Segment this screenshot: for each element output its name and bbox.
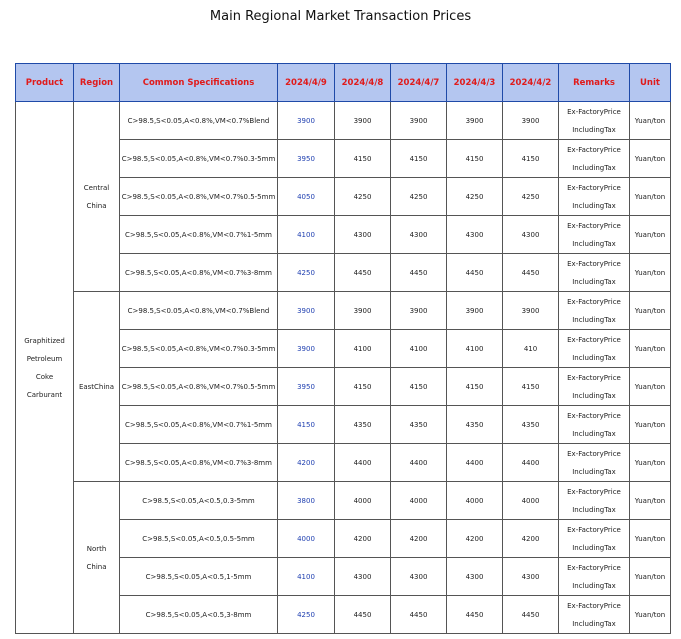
price-cell: 4000 [278, 520, 335, 558]
product-line: Carburant [26, 390, 63, 399]
product-line: Coke [35, 372, 54, 381]
remarks-cell [559, 292, 630, 330]
remarks-line: Ex-FactoryPrice [567, 221, 621, 230]
unit-cell: Yuan/ton [630, 102, 671, 140]
remarks-line: Ex-FactoryPrice [567, 335, 621, 344]
remarks-line: Ex-FactoryPrice [567, 601, 621, 610]
spec-cell: C>98.5,S<0.05,A<0.8%,VM<0.7%3-8mm [120, 254, 278, 292]
remarks-line: Ex-FactoryPrice [567, 525, 621, 534]
table-row [16, 102, 671, 140]
header-specifications: Common Specifications [120, 64, 278, 102]
remarks-line: IncludingTax [572, 315, 616, 324]
price-cell: 3900 [503, 292, 559, 330]
remarks-cell [559, 102, 630, 140]
price-cell: 4150 [391, 140, 447, 178]
price-cell: 4350 [335, 406, 391, 444]
unit-cell: Yuan/ton [630, 368, 671, 406]
price-cell: 3900 [278, 292, 335, 330]
header-region: Region [74, 64, 120, 102]
unit-cell: Yuan/ton [630, 292, 671, 330]
remarks-line: Ex-FactoryPrice [567, 297, 621, 306]
remarks-line: IncludingTax [572, 239, 616, 248]
price-cell: 4100 [278, 558, 335, 596]
remarks-line: IncludingTax [572, 619, 616, 628]
header-product: Product [16, 64, 74, 102]
spec-cell: C>98.5,S<0.05,A<0.5,3-8mm [120, 596, 278, 634]
remarks-line: Ex-FactoryPrice [567, 373, 621, 382]
remarks-line: IncludingTax [572, 467, 616, 476]
remarks-line: Ex-FactoryPrice [567, 449, 621, 458]
price-cell: 4150 [447, 368, 503, 406]
price-cell: 4400 [447, 444, 503, 482]
unit-cell: Yuan/ton [630, 520, 671, 558]
remarks-cell [559, 178, 630, 216]
region-cell [74, 482, 120, 634]
spec-cell: C>98.5,S<0.05,A<0.5,0.3-5mm [120, 482, 278, 520]
unit-cell: Yuan/ton [630, 558, 671, 596]
header-date-5: 2024/4/2 [503, 64, 559, 102]
header-remarks: Remarks [559, 64, 630, 102]
table-row [16, 292, 671, 330]
spec-cell: C>98.5,S<0.05,A<0.5,0.5-5mm [120, 520, 278, 558]
region-line: North [86, 544, 107, 553]
remarks-line: IncludingTax [572, 505, 616, 514]
remarks-cell [559, 254, 630, 292]
region-line: China [86, 201, 107, 210]
header-date-1: 2024/4/9 [278, 64, 335, 102]
remarks-cell [559, 444, 630, 482]
price-cell: 4350 [391, 406, 447, 444]
price-cell: 4300 [335, 216, 391, 254]
unit-cell: Yuan/ton [630, 140, 671, 178]
header-date-3: 2024/4/7 [391, 64, 447, 102]
price-cell: 4250 [335, 178, 391, 216]
price-cell: 4450 [391, 254, 447, 292]
remarks-line: IncludingTax [572, 543, 616, 552]
price-cell: 4150 [503, 140, 559, 178]
price-cell: 3900 [335, 292, 391, 330]
price-cell: 4250 [447, 178, 503, 216]
price-cell: 4100 [447, 330, 503, 368]
spec-cell: C>98.5,S<0.05,A<0.8%,VM<0.7%Blend [120, 102, 278, 140]
table-row [16, 482, 671, 520]
price-cell: 3900 [278, 330, 335, 368]
unit-cell: Yuan/ton [630, 406, 671, 444]
price-cell: 4100 [278, 216, 335, 254]
price-cell: 3900 [278, 102, 335, 140]
unit-cell: Yuan/ton [630, 330, 671, 368]
price-cell: 4450 [391, 596, 447, 634]
price-cell: 4150 [335, 368, 391, 406]
price-cell: 4350 [503, 406, 559, 444]
remarks-cell [559, 368, 630, 406]
header-date-2: 2024/4/8 [335, 64, 391, 102]
remarks-line: Ex-FactoryPrice [567, 487, 621, 496]
remarks-line: IncludingTax [572, 429, 616, 438]
price-cell: 4300 [335, 558, 391, 596]
price-cell: 4450 [503, 596, 559, 634]
region-cell [74, 102, 120, 292]
spec-cell: C>98.5,S<0.05,A<0.8%,VM<0.7%0.3-5mm [120, 330, 278, 368]
unit-cell: Yuan/ton [630, 254, 671, 292]
header-row [16, 64, 671, 102]
spec-cell: C>98.5,S<0.05,A<0.8%,VM<0.7%0.5-5mm [120, 368, 278, 406]
price-cell: 4200 [391, 520, 447, 558]
remarks-line: IncludingTax [572, 391, 616, 400]
unit-cell: Yuan/ton [630, 596, 671, 634]
price-cell: 4300 [503, 216, 559, 254]
remarks-line: Ex-FactoryPrice [567, 563, 621, 572]
price-cell: 4300 [391, 216, 447, 254]
price-cell: 3900 [391, 292, 447, 330]
price-cell: 4000 [335, 482, 391, 520]
price-cell: 4450 [503, 254, 559, 292]
remarks-line: IncludingTax [572, 201, 616, 210]
remarks-line: IncludingTax [572, 581, 616, 590]
price-cell: 4250 [503, 178, 559, 216]
remarks-line: Ex-FactoryPrice [567, 145, 621, 154]
price-cell: 4200 [278, 444, 335, 482]
remarks-line: Ex-FactoryPrice [567, 183, 621, 192]
price-cell: 4250 [278, 596, 335, 634]
price-cell: 4450 [447, 596, 503, 634]
region-line: Central [83, 183, 110, 192]
price-cell: 4150 [391, 368, 447, 406]
spec-cell: C>98.5,S<0.05,A<0.8%,VM<0.7%0.3-5mm [120, 140, 278, 178]
price-cell: 4400 [391, 444, 447, 482]
header-unit: Unit [630, 64, 671, 102]
price-cell: 4300 [447, 558, 503, 596]
price-cell: 4450 [335, 596, 391, 634]
price-cell: 4000 [503, 482, 559, 520]
unit-cell: Yuan/ton [630, 216, 671, 254]
price-cell: 4200 [447, 520, 503, 558]
price-cell: 4050 [278, 178, 335, 216]
remarks-cell [559, 330, 630, 368]
remarks-cell [559, 406, 630, 444]
price-cell: 4400 [335, 444, 391, 482]
price-cell: 3950 [278, 368, 335, 406]
remarks-line: IncludingTax [572, 353, 616, 362]
remarks-line: IncludingTax [572, 125, 616, 134]
price-cell: 4200 [335, 520, 391, 558]
remarks-cell [559, 520, 630, 558]
remarks-line: Ex-FactoryPrice [567, 259, 621, 268]
price-cell: 3900 [447, 102, 503, 140]
remarks-cell [559, 482, 630, 520]
remarks-line: IncludingTax [572, 277, 616, 286]
spec-cell: C>98.5,S<0.05,A<0.8%,VM<0.7%1-5mm [120, 216, 278, 254]
price-cell: 4000 [391, 482, 447, 520]
remarks-cell [559, 558, 630, 596]
price-cell: 410 [503, 330, 559, 368]
price-cell: 4150 [335, 140, 391, 178]
price-table [15, 63, 671, 634]
price-cell: 3900 [503, 102, 559, 140]
spec-cell: C>98.5,S<0.05,A<0.8%,VM<0.7%Blend [120, 292, 278, 330]
price-cell: 4200 [503, 520, 559, 558]
price-cell: 4300 [391, 558, 447, 596]
price-cell: 4350 [447, 406, 503, 444]
price-cell: 3900 [335, 102, 391, 140]
price-cell: 3800 [278, 482, 335, 520]
product-line: Graphitized [24, 336, 65, 345]
price-cell: 4250 [391, 178, 447, 216]
spec-cell: C>98.5,S<0.05,A<0.8%,VM<0.7%0.5-5mm [120, 178, 278, 216]
price-cell: 4150 [503, 368, 559, 406]
price-cell: 4000 [447, 482, 503, 520]
price-cell: 4300 [503, 558, 559, 596]
price-cell: 4450 [447, 254, 503, 292]
spec-cell: C>98.5,S<0.05,A<0.8%,VM<0.7%3-8mm [120, 444, 278, 482]
unit-cell: Yuan/ton [630, 482, 671, 520]
price-cell: 3900 [391, 102, 447, 140]
region-line: EastChina [78, 382, 115, 391]
price-cell: 3900 [447, 292, 503, 330]
unit-cell: Yuan/ton [630, 444, 671, 482]
spec-cell: C>98.5,S<0.05,A<0.8%,VM<0.7%1-5mm [120, 406, 278, 444]
price-cell: 3950 [278, 140, 335, 178]
page-title: Main Regional Market Transaction Prices [209, 9, 472, 24]
remarks-cell [559, 596, 630, 634]
price-cell: 4250 [278, 254, 335, 292]
remarks-line: IncludingTax [572, 163, 616, 172]
remarks-cell [559, 140, 630, 178]
price-cell: 4100 [335, 330, 391, 368]
product-cell [16, 102, 74, 634]
remarks-line: Ex-FactoryPrice [567, 107, 621, 116]
price-cell: 4100 [391, 330, 447, 368]
spec-cell: C>98.5,S<0.05,A<0.5,1-5mm [120, 558, 278, 596]
region-cell [74, 292, 120, 482]
remarks-cell [559, 216, 630, 254]
unit-cell: Yuan/ton [630, 178, 671, 216]
price-cell: 4150 [278, 406, 335, 444]
remarks-line: Ex-FactoryPrice [567, 411, 621, 420]
product-line: Petroleum [26, 354, 63, 363]
price-cell: 4300 [447, 216, 503, 254]
price-cell: 4400 [503, 444, 559, 482]
price-cell: 4450 [335, 254, 391, 292]
price-cell: 4150 [447, 140, 503, 178]
region-line: China [86, 562, 107, 571]
header-date-4: 2024/4/3 [447, 64, 503, 102]
